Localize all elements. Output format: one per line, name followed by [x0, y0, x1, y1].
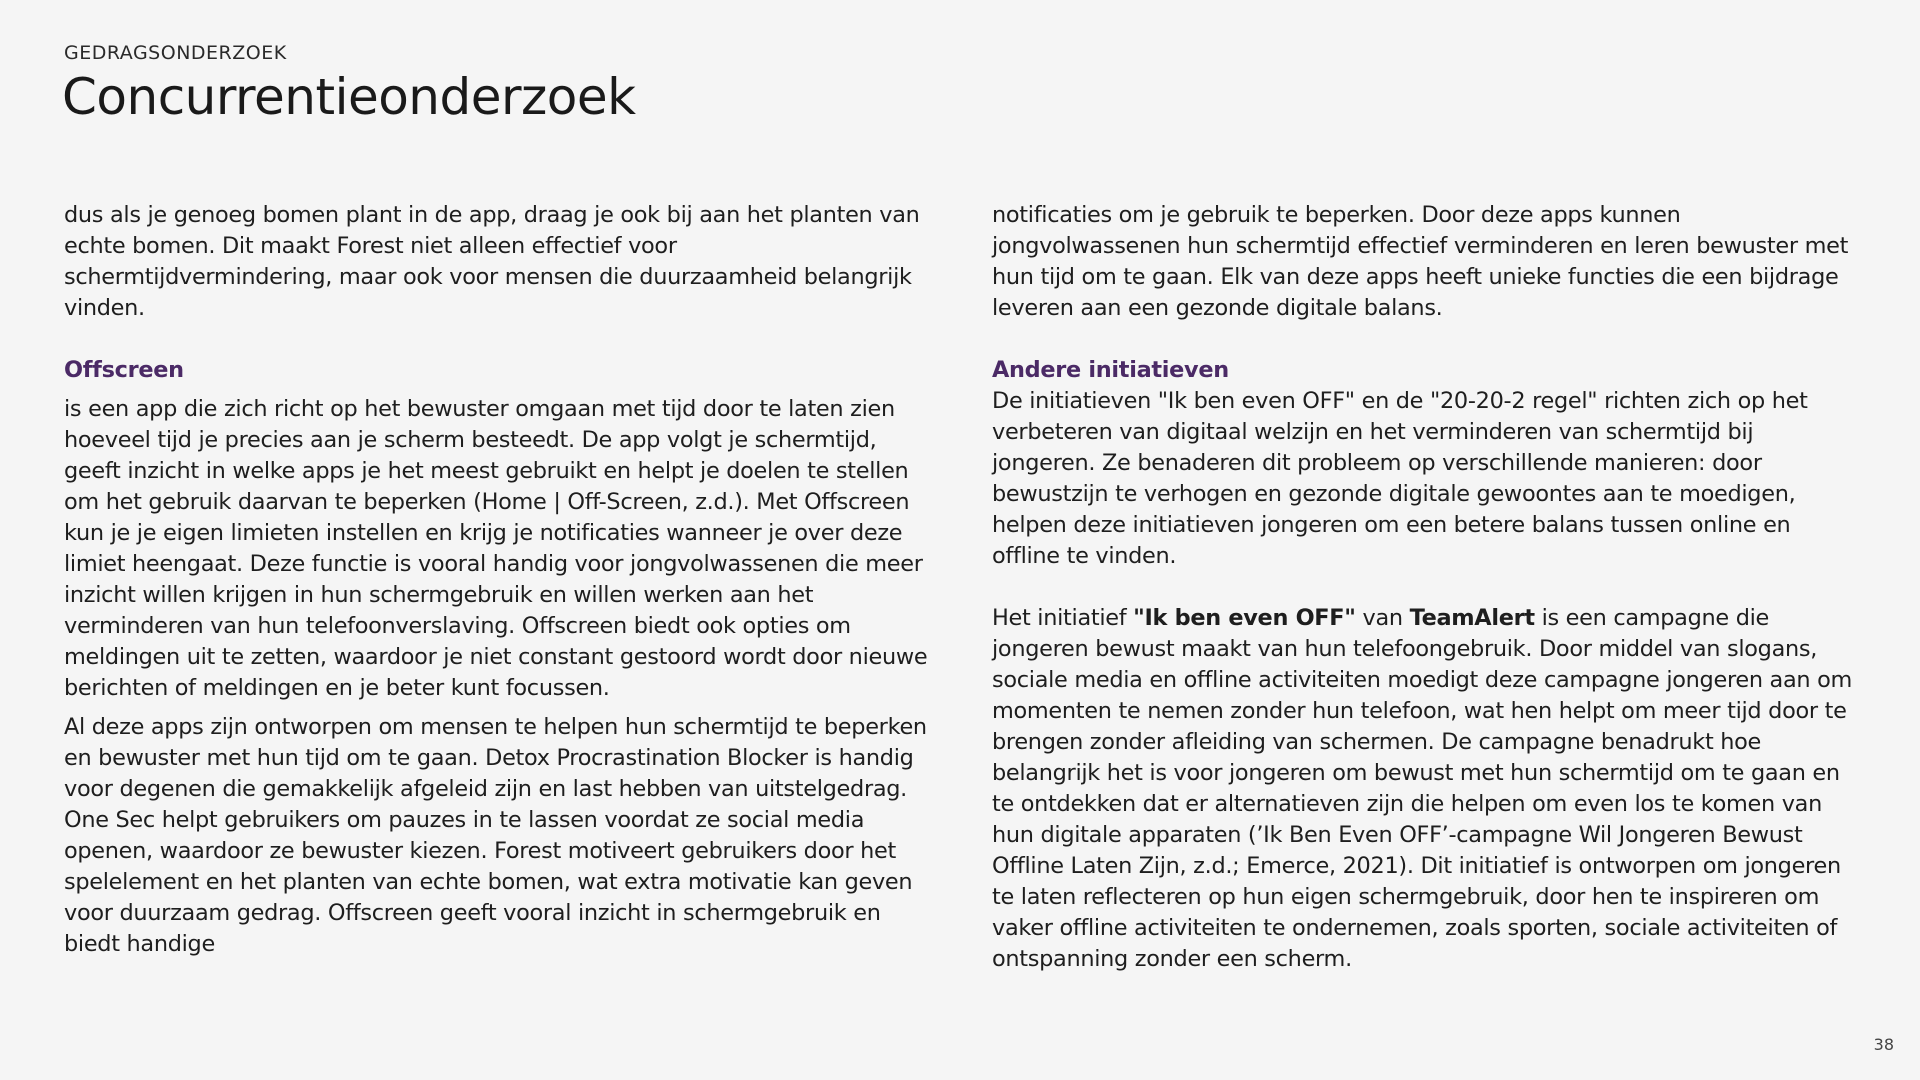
campaign-org: TeamAlert — [1409, 605, 1535, 631]
continuation-paragraph: notificaties om je gebruik te beperken. Door deze apps kunnen jongvolwassenen hun schermtijd effectief verminderen en leren bewuster met hun tijd om te gaan. Elk van deze apps heeft unieke functies die een bijdrage leveren aan een gezonde digitale balans. — [992, 202, 1849, 321]
summary-paragraph: Al deze apps zijn ontworpen om mensen te helpen hun schermtijd te beperken en bewuster met hun tijd om te gaan. Detox Procrastination Blocker is handig voor degenen die gemakkelijk afgeleid zijn en last hebben van uitstelgedrag. One Sec helpt gebruikers om pauzes in te lassen voordat ze social media openen, waardoor ze bewuster kiezen. Forest motiveert gebruikers door het spelelement en het planten van echte bomen, wat extra motivatie kan geven voor duurzaam gedrag. Offscreen geeft vooral inzicht in schermgebruik en biedt handige — [64, 714, 927, 957]
eyebrow-label: GEDRAGSONDERZOEK — [64, 42, 287, 64]
campaign-mid: van — [1355, 605, 1410, 631]
offscreen-heading: Offscreen — [64, 357, 184, 383]
right-column — [992, 200, 1862, 975]
campaign-prefix: Het initiatief — [992, 605, 1134, 631]
campaign-text: is een campagne die jongeren bewust maakt van hun telefoongebruik. Door middel van slogans, sociale media en offline activiteiten moedigt deze campagne jongeren aan om momenten te nemen zonder hun telefoon, wat hen helpt om meer tijd door te brengen zonder afleiding van schermen. De campagne benadrukt hoe belangrijk het is voor jongeren om bewust met hun schermtijd om te gaan en te ontdekken dat er alternatieven zijn die helpen om even los te komen van hun digitale apparaten (’Ik Ben Even OFF’-campagne Wil Jongeren Bewust Offline Laten Zijn, z.d.; Emerce, 2021). Dit initiatief is ontworpen om jongeren te laten reflecteren op hun eigen schermgebruik, door hen te inspireren om vaker offline activiteiten te ondernemen, zoals sporten, sociale activiteiten of ontspanning zonder een scherm. — [992, 605, 1852, 972]
initiatives-paragraph: De initiatieven "Ik ben even OFF" en de "20-20-2 regel" richten zich op het verbeteren van digitaal welzijn en het verminderen van schermtijd bij jongeren. Ze benaderen dit probleem op verschillende manieren: door bewustzijn te verhogen en gezonde digitale gewoontes aan te moedigen, helpen deze initiatieven jongeren om een betere balans tussen online en offline te vinden. — [992, 388, 1808, 569]
offscreen-paragraph: is een app die zich richt op het bewuster omgaan met tijd door te laten zien hoeveel tijd je precies aan je scherm besteedt. De app volgt je schermtijd, geeft inzicht in welke apps je het meest gebruikt en helpt je doelen te stellen om het gebruik daarvan te beperken (Home | Off-Screen, z.d.). Met Offscreen kun je je eigen limieten instellen en krijg je notificaties wanneer je over deze limiet heengaat. Deze functie is vooral handig voor jongvolwassenen die meer inzicht willen krijgen in hun schermgebruik en willen werken aan het verminderen van hun telefoonverslaving. Offscreen biedt ook opties om meldingen uit te zetten, waardoor je niet constant gestoord wordt door nieuwe berichten of meldingen en je beter kunt focussen. — [64, 396, 928, 701]
page-title: Concurrentieonderzoek — [62, 68, 636, 126]
left-column — [64, 200, 934, 960]
intro-paragraph: dus als je genoeg bomen plant in de app, draag je ook bij aan het planten van echte bomen. Dit maakt Forest niet alleen effectief voor schermtijdvermindering, maar ook voor mensen die duurzaamheid belangrijk vinden. — [64, 202, 920, 321]
page-number: 38 — [1873, 1035, 1894, 1054]
campaign-paragraph — [992, 603, 1862, 975]
campaign-name: "Ik ben even OFF" — [1133, 605, 1356, 631]
initiatives-heading: Andere initiatieven — [992, 357, 1229, 383]
